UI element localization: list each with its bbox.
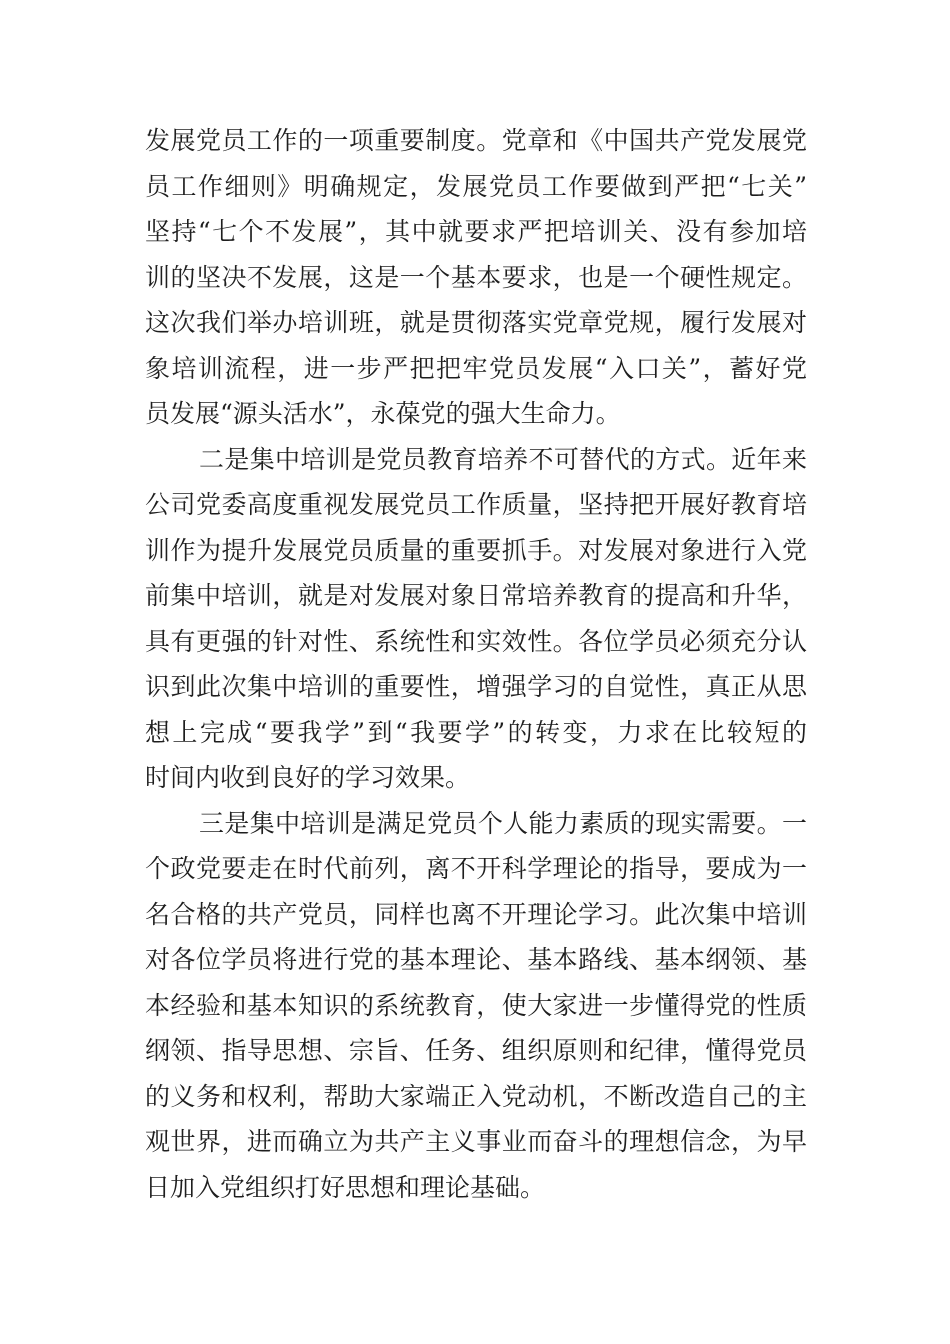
paragraph-3-line-6: 纲领、指导思想、宗旨、任务、组织原则和纪律，懂得党员 (145, 1036, 807, 1065)
paragraph-1-line-3: 坚持“七个不发展”，其中就要求严把培训关、没有参加培 (145, 217, 807, 246)
paragraph-3-line-1: 三是集中培训是满足党员个人能力素质的现实需要。一 (199, 808, 807, 838)
paragraph-1-line-1: 发展党员工作的一项重要制度。党章和《中国共产党发展党 (145, 126, 807, 155)
paragraph-2-line-6: 识到此次集中培训的重要性，增强学习的自觉性，真正从思 (145, 672, 807, 701)
paragraph-2-line-3: 训作为提升发展党员质量的重要抓手。对发展对象进行入党 (145, 535, 807, 565)
paragraph-2-line-7: 想上完成“要我学”到“我要学”的转变，力求在比较短的 (145, 717, 807, 747)
paragraph-3-line-7: 的义务和权利，帮助大家端正入党动机，不断改造自己的主 (145, 1081, 807, 1111)
paragraph-1-line-6: 象培训流程，进一步严把把牢党员发展“入口关”，蓄好党 (145, 353, 807, 383)
paragraph-3-line-3: 名合格的共产党员，同样也离不开理论学习。此次集中培训 (145, 899, 807, 929)
paragraph-2-line-4: 前集中培训，就是对发展对象日常培养教育的提高和升华， (145, 581, 807, 610)
paragraph-3-line-4: 对各位学员将进行党的基本理论、基本路线、基本纲领、基 (145, 945, 807, 974)
paragraph-1-line-2: 员工作细则》明确规定，发展党员工作要做到严把“七关” (145, 171, 807, 201)
paragraph-2-line-5: 具有更强的针对性、系统性和实效性。各位学员必须充分认 (145, 626, 807, 656)
paragraph-2-line-8: 时间内收到良好的学习效果。 (145, 763, 471, 792)
paragraph-3-line-5: 本经验和基本知识的系统教育，使大家进一步懂得党的性质 (145, 990, 807, 1020)
paragraph-3-line-2: 个政党要走在时代前列，离不开科学理论的指导，要成为一 (145, 854, 807, 883)
document-body (145, 118, 807, 1210)
paragraph-1-line-4: 训的坚决不发展，这是一个基本要求，也是一个硬性规定。 (145, 262, 807, 292)
paragraph-1-line-5: 这次我们举办培训班，就是贯彻落实党章党规，履行发展对 (145, 308, 807, 337)
paragraph-3-line-8: 观世界，进而确立为共产主义事业而奋斗的理想信念，为早 (145, 1127, 807, 1156)
paragraph-2-line-2: 公司党委高度重视发展党员工作质量，坚持把开展好教育培 (145, 490, 807, 519)
paragraph-1-line-7: 员发展“源头活水”，永葆党的强大生命力。 (145, 399, 621, 428)
paragraph-2-line-1: 二是集中培训是党员教育培养不可替代的方式。近年来 (199, 444, 807, 474)
paragraph-3-line-9: 日加入党组织打好思想和理论基础。 (145, 1172, 546, 1202)
